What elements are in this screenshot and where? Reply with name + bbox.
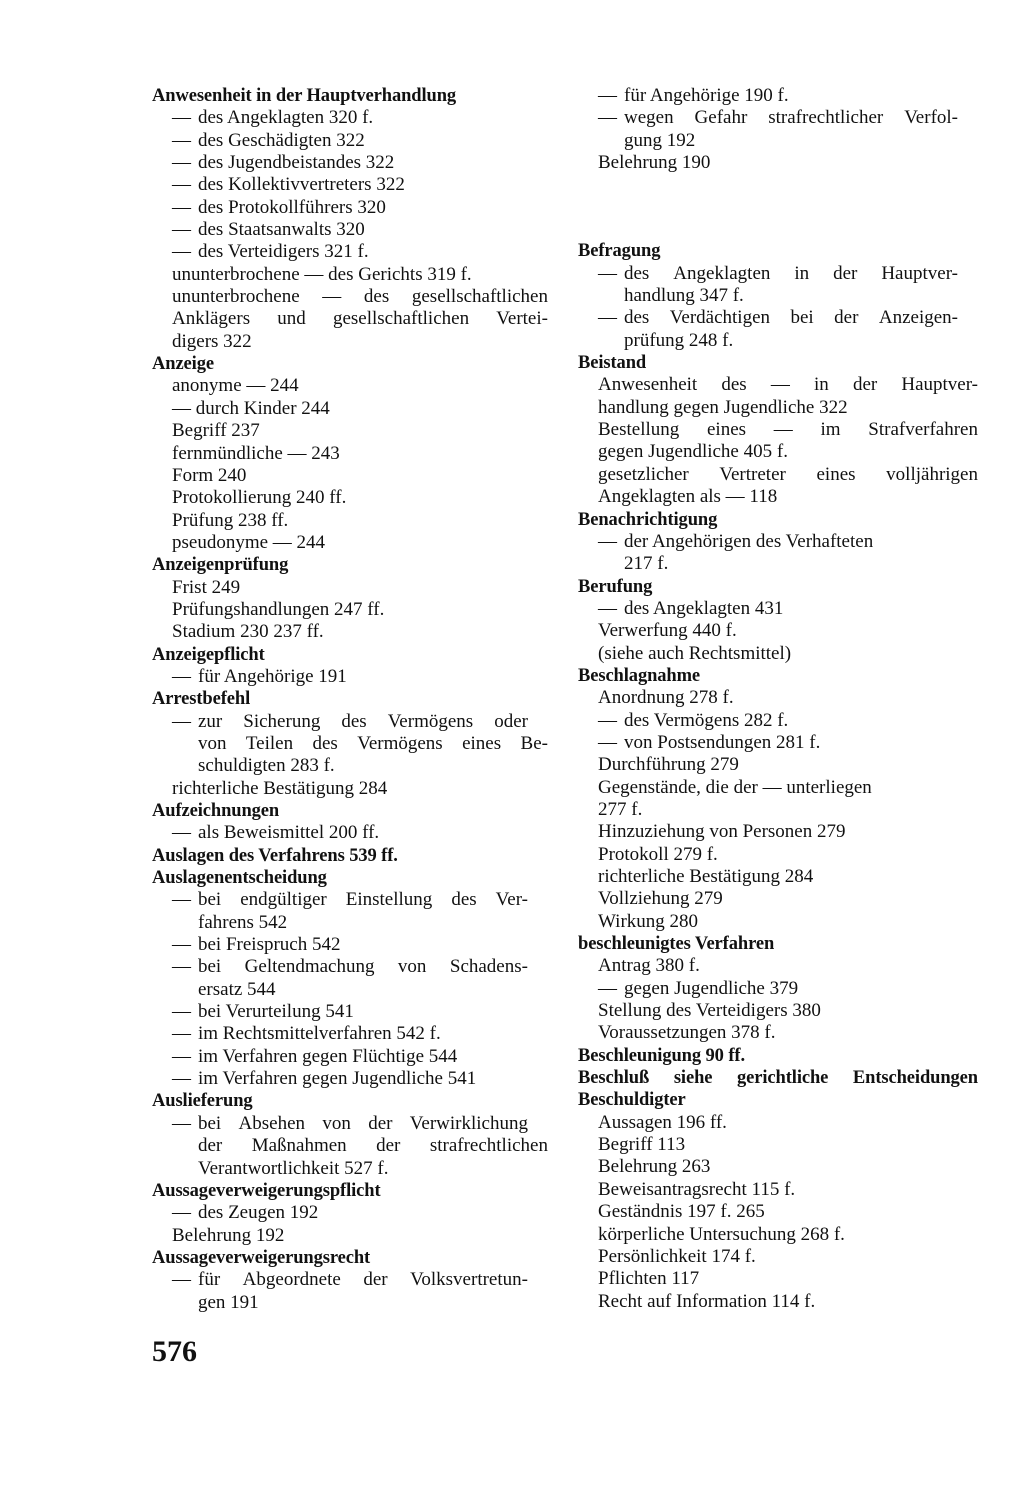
entry-word: Entscheidungen <box>852 1068 978 1089</box>
entry-word: strafrechtlicher <box>768 107 884 129</box>
index-subentry: Protokollierung 240 ff. <box>172 487 347 509</box>
entry-dash: — <box>172 1001 191 1023</box>
entry-text <box>624 107 958 129</box>
index-heading: Anzeige <box>152 354 214 375</box>
index-continuation: ersatz 544 <box>198 978 276 1000</box>
index-subentry <box>578 419 978 441</box>
entry-text: bei Freispruch 542 <box>198 934 341 956</box>
entry-dash: — <box>172 241 191 263</box>
index-subentry: ununterbrochene — des Gerichts 319 f. <box>172 263 472 285</box>
column-spacer <box>578 174 978 240</box>
entry-text: im Rechtsmittelverfahren 542 f. <box>198 1023 441 1045</box>
entry-text: des Zeugen 192 <box>198 1202 319 1224</box>
index-subentry: Pflichten 117 <box>598 1268 700 1290</box>
index-subentry: Verwerfung 440 f. <box>598 620 737 642</box>
entry-word: — <box>770 374 790 396</box>
index-subentry: Anordnung 278 f. <box>598 687 734 709</box>
entry-text <box>198 1113 528 1135</box>
index-heading: Aussageverweigerungsrecht <box>152 1247 371 1268</box>
entry-word: Einstellung <box>345 889 433 911</box>
entry-word: der <box>376 1135 401 1157</box>
entry-word: Verwirklichung <box>409 1112 528 1134</box>
index-subentry: pseudonyme — 244 <box>172 531 326 553</box>
entry-text: von Postsendungen 281 f. <box>624 731 821 753</box>
index-subentry: richterliche Bestätigung 284 <box>598 866 814 887</box>
entry-text: des Kollektivvertreters 322 <box>198 174 405 196</box>
entry-word: Bestellung <box>598 419 680 441</box>
entry-word: Ver- <box>495 889 528 911</box>
index-subentry: Belehrung 192 <box>172 1224 285 1246</box>
index-subentry <box>152 956 548 978</box>
entry-dash: — <box>172 1045 191 1067</box>
index-column-left <box>152 85 548 1314</box>
index-heading: Benachrichtigung <box>578 509 718 530</box>
entry-dash: — <box>598 977 617 999</box>
entry-text <box>198 1269 528 1291</box>
index-subentry <box>152 666 548 688</box>
entry-word: Geltendmachung <box>244 956 375 978</box>
entry-text: gegen Jugendliche 379 <box>624 977 799 999</box>
index-subentry <box>152 107 548 129</box>
entry-word: Anzeigen- <box>878 307 958 329</box>
entry-dash: — <box>172 710 191 732</box>
entry-word: — <box>322 286 342 308</box>
entry-text: des Angeklagten 431 <box>624 597 784 619</box>
entry-word: des <box>312 732 338 754</box>
entry-word: der <box>368 1112 393 1134</box>
index-heading: Beschuldigter <box>578 1090 686 1111</box>
index-heading: beschleunigtes Verfahren <box>578 934 775 955</box>
index-subentry: 277 f. <box>598 798 643 820</box>
index-continuation: 217 f. <box>624 553 669 575</box>
entry-word: der <box>852 374 878 396</box>
entry-dash: — <box>172 1269 191 1291</box>
index-subentry <box>152 219 548 241</box>
entry-text: des Geschädigten 322 <box>198 129 365 151</box>
entry-dash: — <box>172 107 191 129</box>
entry-dash: — <box>598 709 617 731</box>
entry-dash: — <box>172 889 191 911</box>
entry-word: Teilen <box>245 732 294 754</box>
entry-word: Hauptver- <box>901 374 978 396</box>
index-subentry: gegen Jugendliche 405 f. <box>598 441 788 463</box>
index-subentry <box>578 374 978 396</box>
entry-word: Schadens- <box>449 956 528 978</box>
index-subentry <box>578 710 978 732</box>
index-subentry: Prüfung 238 ff. <box>172 509 289 531</box>
entry-text: für Angehörige 190 f. <box>624 85 789 106</box>
index-subentry: Belehrung 263 <box>598 1156 711 1178</box>
entry-dash: — <box>172 1023 191 1045</box>
entry-text: des Angeklagten 320 f. <box>198 107 374 129</box>
index-subentry: Persönlichkeit 174 f. <box>598 1245 756 1267</box>
entry-word: Verdächtigen <box>669 307 771 329</box>
index-subentry: Prüfungshandlungen 247 ff. <box>172 598 385 620</box>
index-subentry <box>152 1046 548 1068</box>
entry-word: — <box>773 419 793 441</box>
entry-word: des <box>721 374 747 396</box>
entry-text: im Verfahren gegen Flüchtige 544 <box>198 1045 458 1067</box>
index-subentry <box>578 978 978 1000</box>
entry-dash: — <box>172 219 191 241</box>
index-heading: Anwesenheit in der Hauptverhandlung <box>152 86 457 106</box>
index-subentry: handlung gegen Jugendliche 322 <box>598 396 848 418</box>
entry-text <box>624 307 958 329</box>
index-subentry <box>152 174 548 196</box>
index-subentry <box>578 598 978 620</box>
index-subentry <box>152 934 548 956</box>
entry-word: in <box>814 374 829 396</box>
index-heading: Anzeigenprüfung <box>152 555 289 576</box>
entry-word: des <box>624 307 650 329</box>
entry-word: Vermögens <box>357 732 443 754</box>
index-subentry: Durchführung 279 <box>598 754 739 776</box>
index-subentry <box>152 1113 548 1135</box>
index-column-right <box>578 85 978 1313</box>
entry-word: Beschluß <box>578 1068 650 1089</box>
index-heading: Aussageverweigerungspflicht <box>152 1180 381 1201</box>
entry-text: des Vermögens 282 f. <box>624 709 789 731</box>
entry-word: für <box>198 1269 221 1291</box>
entry-word: Vertreter <box>719 463 786 485</box>
entry-word: eines <box>707 419 747 441</box>
index-subentry <box>578 307 978 329</box>
entry-word: zur <box>198 710 223 732</box>
index-subentry: Wirkung 280 <box>598 910 699 932</box>
index-subentry: richterliche Bestätigung 284 <box>172 777 388 799</box>
entry-dash: — <box>172 665 191 687</box>
entry-word: von <box>397 956 427 978</box>
entry-word: von <box>198 732 227 754</box>
index-continuation: gen 191 <box>198 1291 259 1313</box>
entry-text: des Protokollführers 320 <box>198 196 386 218</box>
entry-word: Vermögens <box>387 710 474 732</box>
entry-word: strafrechtlichen <box>429 1135 548 1157</box>
index-subentry <box>152 197 548 219</box>
entry-text <box>198 711 528 733</box>
entry-word: gesetzlicher <box>598 463 689 485</box>
index-heading: Arrestbefehl <box>152 689 251 710</box>
entry-word: in <box>794 262 810 284</box>
entry-word: des <box>624 262 650 284</box>
entry-word: des <box>451 889 477 911</box>
index-subentry <box>152 308 548 330</box>
entry-dash: — <box>598 530 617 552</box>
entry-word: bei <box>198 889 222 911</box>
index-subentry: Angeklagten als — 118 <box>598 486 778 508</box>
index-subentry <box>578 263 978 285</box>
index-subentry: Stellung des Verteidigers 380 <box>598 1000 821 1022</box>
entry-word: Angeklagten <box>673 262 771 284</box>
index-continuation: prüfung 248 f. <box>624 329 734 351</box>
index-subentry <box>152 711 548 733</box>
entry-word: der <box>363 1269 388 1291</box>
entry-dash: — <box>172 174 191 196</box>
index-heading: Auslagen des Verfahrens 539 ff. <box>152 845 398 866</box>
entry-word: gesellschaftlichen <box>332 308 470 330</box>
index-subentry: digers 322 <box>172 330 252 352</box>
index-subentry <box>152 889 548 911</box>
entry-word: wegen <box>624 107 674 129</box>
index-subentry <box>578 732 978 754</box>
entry-word: endgültiger <box>240 889 327 911</box>
entry-dash: — <box>172 934 191 956</box>
index-subentry: Antrag 380 f. <box>598 955 700 977</box>
index-heading <box>578 1067 978 1089</box>
index-continuation <box>152 733 548 755</box>
index-continuation: fahrens 542 <box>198 911 288 933</box>
index-subentry: anonyme — 244 <box>172 375 299 397</box>
entry-dash: — <box>172 129 191 151</box>
index-continuation <box>152 1135 548 1157</box>
entry-word: Gefahr <box>694 107 748 129</box>
index-subentry: fernmündliche — 243 <box>172 442 340 464</box>
entry-word: von <box>322 1112 351 1134</box>
entry-text <box>198 956 528 978</box>
entry-word: bei <box>790 307 814 329</box>
entry-word: volljährigen <box>886 463 978 485</box>
entry-word: Maßnahmen <box>251 1135 347 1157</box>
index-heading: Beschlagnahme <box>578 665 701 686</box>
entry-word: der <box>833 262 858 284</box>
index-subentry: Begriff 237 <box>172 420 260 442</box>
index-continuation: handlung 347 f. <box>624 285 744 307</box>
entry-text: des Jugendbeistandes 322 <box>198 152 395 174</box>
entry-word: des <box>341 710 367 732</box>
entry-word: Volksvertretun- <box>410 1269 528 1291</box>
index-subentry <box>578 85 978 107</box>
entry-word: Strafverfahren <box>868 419 978 441</box>
index-heading: Auslieferung <box>152 1091 253 1112</box>
entry-text: bei Verurteilung 541 <box>198 1001 354 1023</box>
index-subentry <box>152 1202 548 1224</box>
entry-dash: — <box>172 152 191 174</box>
index-heading: Berufung <box>578 576 653 597</box>
index-subentry <box>578 531 978 553</box>
index-subentry <box>152 1001 548 1023</box>
entry-word: und <box>277 308 306 330</box>
index-subentry: Hinzuziehung von Personen 279 <box>598 821 846 843</box>
entry-text: für Angehörige 191 <box>198 665 347 687</box>
index-subentry <box>152 152 548 174</box>
entry-text: des Staatsanwalts 320 <box>198 219 365 241</box>
entry-text: im Verfahren gegen Jugendliche 541 <box>198 1068 477 1090</box>
entry-word: Anwesenheit <box>598 374 698 396</box>
index-heading: Befragung <box>578 241 661 262</box>
entry-text: der Angehörigen des Verhafteten <box>624 530 874 552</box>
entry-word: eines <box>816 463 856 485</box>
entry-dash: — <box>172 1068 191 1090</box>
entry-word: der <box>198 1135 223 1157</box>
index-subentry: Geständnis 197 f. 265 <box>598 1201 765 1223</box>
index-subentry: Begriff 113 <box>598 1134 686 1156</box>
entry-word: Verfol- <box>904 107 958 129</box>
entry-text: als Beweismittel 200 ff. <box>198 822 380 844</box>
entry-dash: — <box>172 956 191 978</box>
index-subentry: Form 240 <box>172 464 247 486</box>
index-subentry: körperliche Untersuchung 268 f. <box>598 1223 845 1245</box>
index-heading: Auslagenentscheidung <box>152 868 327 889</box>
entry-word: gesellschaftlichen <box>411 286 548 308</box>
index-subentry: Frist 249 <box>172 576 241 598</box>
entry-dash: — <box>172 822 191 844</box>
index-subentry <box>578 107 978 129</box>
page-number: 576 <box>152 1335 197 1368</box>
index-subentry: Recht auf Information 114 f. <box>598 1290 816 1312</box>
entry-word: eines <box>462 732 502 754</box>
entry-word: der <box>834 307 859 329</box>
index-heading: Beschleunigung 90 ff. <box>578 1045 745 1066</box>
index-continuation: gung 192 <box>624 129 696 151</box>
entry-word: Hauptver- <box>881 262 958 284</box>
index-subentry <box>578 464 978 486</box>
entry-word: siehe <box>673 1068 713 1089</box>
index-subentry: (siehe auch Rechtsmittel) <box>598 642 792 664</box>
entry-word: Anklägers <box>172 308 251 330</box>
entry-dash: — <box>598 85 617 106</box>
index-heading: Beistand <box>578 353 647 374</box>
index-heading: Aufzeichnungen <box>152 801 280 821</box>
index-subentry: Vollziehung 279 <box>598 888 723 910</box>
entry-word: Be- <box>520 732 548 754</box>
index-continuation: schuldigten 283 f. <box>198 755 335 777</box>
index-continuation: Verantwortlichkeit 527 f. <box>198 1157 389 1179</box>
entry-dash: — <box>172 1202 191 1224</box>
index-subentry <box>152 286 548 308</box>
index-subentry: Gegenstände, die der — unterliegen <box>598 776 872 798</box>
index-heading: Anzeigepflicht <box>152 644 265 665</box>
entry-dash: — <box>172 1112 191 1134</box>
entry-word: im <box>820 419 841 441</box>
entry-word: Absehen <box>238 1112 306 1134</box>
entry-dash: — <box>598 731 617 753</box>
index-subentry <box>152 1023 548 1045</box>
index-subentry: Aussagen 196 ff. <box>598 1111 727 1133</box>
entry-dash: — <box>598 107 617 129</box>
entry-word: gerichtliche <box>737 1068 829 1089</box>
index-subentry <box>152 822 548 844</box>
entry-dash: — <box>598 262 617 284</box>
index-subentry: Stadium 230 237 ff. <box>172 621 324 643</box>
index-subentry <box>152 241 548 263</box>
index-subentry <box>152 1269 548 1291</box>
index-subentry: Beweisantragsrecht 115 f. <box>598 1178 796 1200</box>
index-subentry: — durch Kinder 244 <box>172 397 330 419</box>
entry-text: des Verteidigers 321 f. <box>198 241 369 263</box>
entry-word: Sicherung <box>243 710 321 732</box>
entry-word: Abgeordnete <box>242 1269 341 1291</box>
index-subentry: Protokoll 279 f. <box>598 843 718 865</box>
entry-word: bei <box>198 956 222 978</box>
index-subentry <box>152 130 548 152</box>
entry-dash: — <box>172 196 191 218</box>
entry-word: des <box>363 286 390 308</box>
entry-text <box>198 889 528 911</box>
entry-word: ununterbrochene <box>172 286 300 308</box>
index-subentry: Voraussetzungen 378 f. <box>598 1022 776 1044</box>
entry-text <box>624 263 958 285</box>
index-subentry <box>152 1068 548 1090</box>
entry-dash: — <box>598 597 617 619</box>
entry-dash: — <box>598 307 617 329</box>
entry-word: oder <box>494 710 528 732</box>
entry-word: bei <box>198 1112 222 1134</box>
entry-word: Vertei- <box>496 308 548 330</box>
index-subentry: Belehrung 190 <box>598 152 711 174</box>
